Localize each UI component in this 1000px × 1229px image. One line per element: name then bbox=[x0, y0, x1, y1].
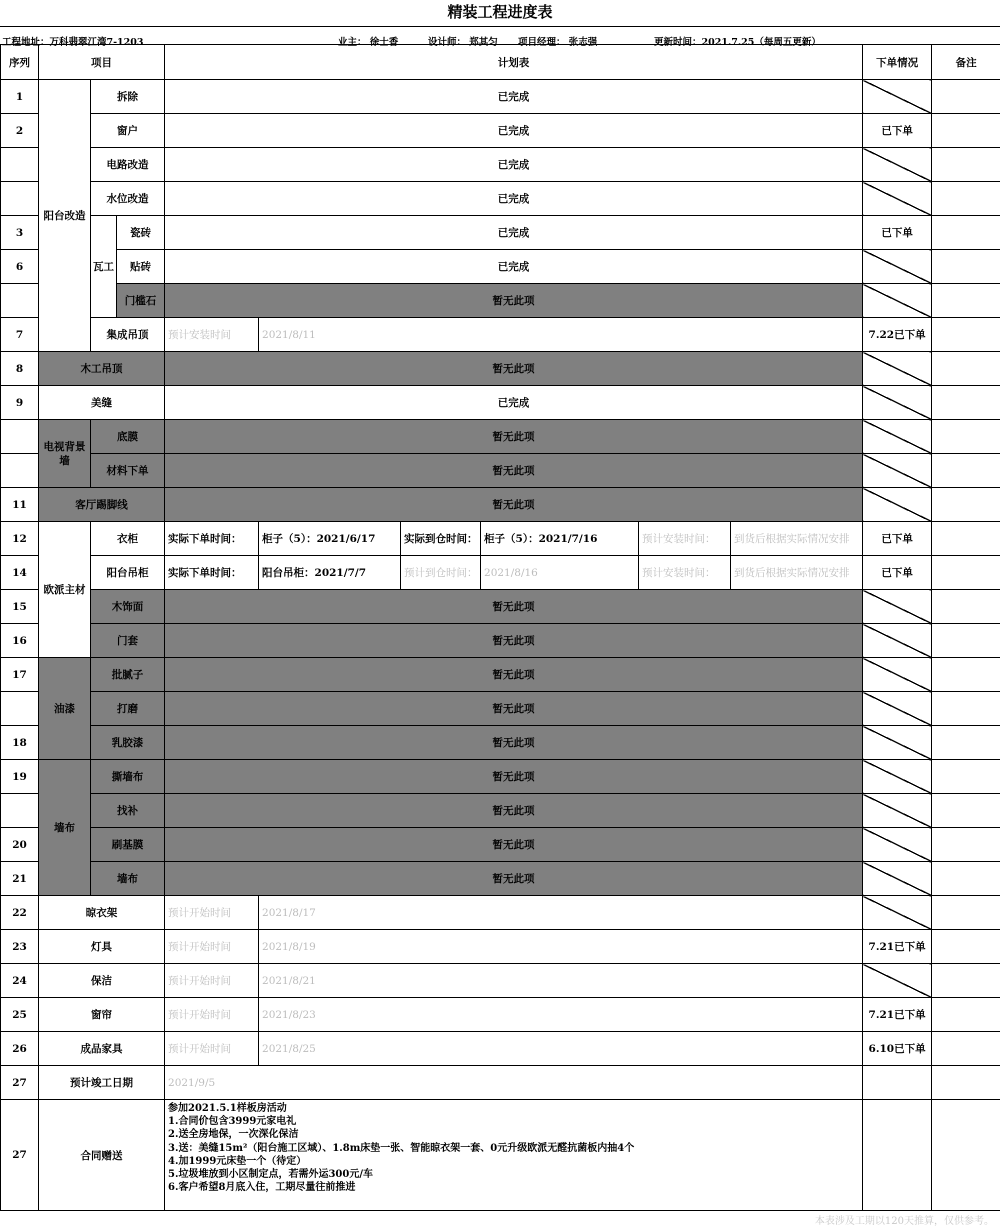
table-row bbox=[1, 1066, 1000, 1100]
order-empty bbox=[863, 964, 932, 998]
footer-note: 本表涉及工期以120天推算，仅供参考。 bbox=[814, 1216, 994, 1227]
table-row bbox=[1, 896, 1000, 930]
row-plan: 暂无此项 bbox=[165, 658, 863, 692]
row-seq: 15 bbox=[1, 590, 39, 624]
row-name: 合同赠送 bbox=[39, 1100, 165, 1211]
install-time-label: 预计安装时间： bbox=[639, 522, 731, 556]
row-name: 阳台吊柜 bbox=[91, 556, 165, 590]
row-name: 客厅踢脚线 bbox=[39, 488, 165, 522]
row-name: 成品家具 bbox=[39, 1032, 165, 1066]
row-plan: 已完成 bbox=[165, 250, 863, 284]
table-row bbox=[1, 794, 1000, 828]
group-tile: 瓦工 bbox=[91, 216, 117, 318]
plan-date: 2021/8/11 bbox=[259, 318, 863, 352]
row-plan: 暂无此项 bbox=[165, 726, 863, 760]
row-plan: 暂无此项 bbox=[165, 692, 863, 726]
row-seq: 11 bbox=[1, 488, 39, 522]
table-row bbox=[1, 80, 1000, 114]
row-name: 门槛石 bbox=[117, 284, 165, 318]
row-name: 水位改造 bbox=[91, 182, 165, 216]
order-empty bbox=[863, 420, 932, 454]
plan-label: 预计开始时间 bbox=[165, 964, 259, 998]
order-time-value: 阳台吊柜：2021/7/7 bbox=[259, 556, 401, 590]
table-row bbox=[1, 454, 1000, 488]
row-name: 材料下单 bbox=[91, 454, 165, 488]
manager-info: 项目经理： 张志强 bbox=[518, 37, 598, 48]
row-note bbox=[932, 250, 1000, 284]
row-plan: 暂无此项 bbox=[165, 760, 863, 794]
row-note bbox=[932, 828, 1000, 862]
row-name: 瓷砖 bbox=[117, 216, 165, 250]
header-seq: 序列 bbox=[1, 45, 39, 80]
table-row bbox=[1, 148, 1000, 182]
row-note bbox=[932, 352, 1000, 386]
row-name: 撕墙布 bbox=[91, 760, 165, 794]
order-empty bbox=[863, 182, 932, 216]
install-time-label: 预计安装时间： bbox=[639, 556, 731, 590]
row-note bbox=[932, 318, 1000, 352]
row-name: 美缝 bbox=[39, 386, 165, 420]
table-row bbox=[1, 624, 1000, 658]
row-name: 预计竣工日期 bbox=[39, 1066, 165, 1100]
row-name: 集成吊顶 bbox=[91, 318, 165, 352]
plan-date: 2021/8/19 bbox=[259, 930, 863, 964]
table-row bbox=[1, 318, 1000, 352]
order-time-value: 柜子（5）：2021/6/17 bbox=[259, 522, 401, 556]
plan-label: 预计开始时间 bbox=[165, 896, 259, 930]
row-note bbox=[932, 624, 1000, 658]
row-seq: 23 bbox=[1, 930, 39, 964]
row-plan: 暂无此项 bbox=[165, 828, 863, 862]
order-empty bbox=[863, 896, 932, 930]
row-plan: 暂无此项 bbox=[165, 794, 863, 828]
group-oupai: 欧派主材 bbox=[39, 522, 91, 658]
gift-line: 4.加1999元床垫一个（待定） bbox=[168, 1155, 307, 1167]
plan-label: 预计安装时间 bbox=[165, 318, 259, 352]
row-plan: 已完成 bbox=[165, 80, 863, 114]
group-paint: 油漆 bbox=[39, 658, 91, 760]
header-order: 下单情况 bbox=[863, 45, 932, 80]
table-row bbox=[1, 1032, 1000, 1066]
plan-date: 2021/8/23 bbox=[259, 998, 863, 1032]
plan-date: 2021/8/17 bbox=[259, 896, 863, 930]
row-seq: 12 bbox=[1, 522, 39, 556]
row-plan: 暂无此项 bbox=[165, 420, 863, 454]
row-seq: 21 bbox=[1, 862, 39, 896]
row-seq: 7 bbox=[1, 318, 39, 352]
install-time-value: 到货后根据实际情况安排 bbox=[731, 556, 863, 590]
row-note bbox=[932, 590, 1000, 624]
row-order: 7.21已下单 bbox=[863, 930, 932, 964]
row-plan: 已完成 bbox=[165, 148, 863, 182]
table-row bbox=[1, 216, 1000, 250]
row-seq: 14 bbox=[1, 556, 39, 590]
gift-line: 3.送：美缝15m²（阳台施工区域）、1.8m床垫一张、智能晾衣架一套、0元升级欧派无醛抗菌板内抽4个 bbox=[168, 1142, 635, 1154]
row-name: 批腻子 bbox=[91, 658, 165, 692]
gift-line: 1.合同价包含3999元家电礼 bbox=[168, 1116, 297, 1128]
row-name: 晾衣架 bbox=[39, 896, 165, 930]
row-seq: 1 bbox=[1, 80, 39, 114]
order-empty bbox=[863, 794, 932, 828]
update-time: 更新时间：2021.7.25（每周五更新） bbox=[654, 37, 821, 48]
row-seq: 27 bbox=[1, 1100, 39, 1211]
install-time-value: 到货后根据实际情况安排 bbox=[731, 522, 863, 556]
row-note bbox=[932, 692, 1000, 726]
row-name: 窗户 bbox=[91, 114, 165, 148]
plan-date: 2021/8/21 bbox=[259, 964, 863, 998]
order-empty bbox=[863, 352, 932, 386]
progress-table bbox=[0, 44, 1000, 1211]
row-seq: 18 bbox=[1, 726, 39, 760]
gift-line: 2.送全房地保，一次深化保洁 bbox=[168, 1129, 299, 1141]
row-note bbox=[932, 386, 1000, 420]
row-order: 已下单 bbox=[863, 522, 932, 556]
table-row bbox=[1, 760, 1000, 794]
row-note bbox=[932, 1032, 1000, 1066]
row-note bbox=[932, 80, 1000, 114]
order-empty bbox=[863, 590, 932, 624]
header-plan: 计划表 bbox=[165, 45, 863, 80]
table-row bbox=[1, 964, 1000, 998]
row-note bbox=[932, 454, 1000, 488]
group-tv-wall: 电视背景墙 bbox=[39, 420, 91, 488]
header-row bbox=[1, 45, 1000, 80]
table-row bbox=[1, 250, 1000, 284]
row-name: 刷基膜 bbox=[91, 828, 165, 862]
table-row bbox=[1, 182, 1000, 216]
order-empty bbox=[863, 250, 932, 284]
plan-date: 2021/8/25 bbox=[259, 1032, 863, 1066]
order-empty bbox=[863, 624, 932, 658]
row-plan: 暂无此项 bbox=[165, 454, 863, 488]
row-note bbox=[932, 726, 1000, 760]
row-plan: 暂无此项 bbox=[165, 624, 863, 658]
group-wallcloth: 墙布 bbox=[39, 760, 91, 896]
order-empty bbox=[863, 692, 932, 726]
row-note bbox=[932, 284, 1000, 318]
row-name: 衣柜 bbox=[91, 522, 165, 556]
arrival-time-label: 预计到仓时间： bbox=[401, 556, 481, 590]
row-seq: 6 bbox=[1, 250, 39, 284]
order-time-label: 实际下单时间： bbox=[165, 556, 259, 590]
row-note bbox=[932, 1100, 1000, 1211]
table-row bbox=[1, 522, 1000, 556]
row-seq bbox=[1, 794, 39, 828]
order-time-label: 实际下单时间： bbox=[165, 522, 259, 556]
row-order: 6.10已下单 bbox=[863, 1032, 932, 1066]
order-empty bbox=[863, 862, 932, 896]
table-row bbox=[1, 726, 1000, 760]
row-seq: 26 bbox=[1, 1032, 39, 1066]
table-row bbox=[1, 386, 1000, 420]
plan-label: 预计开始时间 bbox=[165, 930, 259, 964]
order-empty bbox=[863, 148, 932, 182]
table-row bbox=[1, 930, 1000, 964]
row-order: 已下单 bbox=[863, 556, 932, 590]
order-empty bbox=[863, 488, 932, 522]
arrival-time-value: 柜子（5）：2021/7/16 bbox=[481, 522, 639, 556]
arrival-time-value: 2021/8/16 bbox=[481, 556, 639, 590]
row-name: 电路改造 bbox=[91, 148, 165, 182]
header-note: 备注 bbox=[932, 45, 1000, 80]
row-order: 已下单 bbox=[863, 216, 932, 250]
table-row bbox=[1, 420, 1000, 454]
row-seq bbox=[1, 284, 39, 318]
header-item: 项目 bbox=[39, 45, 165, 80]
row-plan: 暂无此项 bbox=[165, 862, 863, 896]
row-seq bbox=[1, 692, 39, 726]
row-plan: 暂无此项 bbox=[165, 488, 863, 522]
row-name: 拆除 bbox=[91, 80, 165, 114]
row-plan: 暂无此项 bbox=[165, 284, 863, 318]
table-row bbox=[1, 862, 1000, 896]
order-empty bbox=[863, 284, 932, 318]
row-note bbox=[932, 182, 1000, 216]
row-name: 找补 bbox=[91, 794, 165, 828]
table-row bbox=[1, 1100, 1000, 1211]
row-name: 保洁 bbox=[39, 964, 165, 998]
row-note bbox=[932, 862, 1000, 896]
row-plan: 已完成 bbox=[165, 182, 863, 216]
row-seq: 25 bbox=[1, 998, 39, 1032]
table-row bbox=[1, 352, 1000, 386]
row-name: 窗帘 bbox=[39, 998, 165, 1032]
row-plan: 已完成 bbox=[165, 216, 863, 250]
row-name: 木工吊顶 bbox=[39, 352, 165, 386]
row-name: 贴砖 bbox=[117, 250, 165, 284]
row-note bbox=[932, 420, 1000, 454]
row-seq: 27 bbox=[1, 1066, 39, 1100]
row-order bbox=[863, 1066, 932, 1100]
order-empty bbox=[863, 386, 932, 420]
plan-date: 2021/9/5 bbox=[165, 1066, 863, 1100]
row-order: 7.21已下单 bbox=[863, 998, 932, 1032]
gift-line: 参加2021.5.1样板房活动 bbox=[168, 1103, 287, 1114]
row-seq: 2 bbox=[1, 114, 39, 148]
row-seq: 17 bbox=[1, 658, 39, 692]
row-seq: 3 bbox=[1, 216, 39, 250]
row-seq: 16 bbox=[1, 624, 39, 658]
row-plan: 暂无此项 bbox=[165, 590, 863, 624]
row-seq bbox=[1, 454, 39, 488]
row-seq: 9 bbox=[1, 386, 39, 420]
order-empty bbox=[863, 760, 932, 794]
row-note bbox=[932, 114, 1000, 148]
row-name: 底膜 bbox=[91, 420, 165, 454]
table-row bbox=[1, 828, 1000, 862]
row-note bbox=[932, 760, 1000, 794]
order-empty bbox=[863, 726, 932, 760]
table-row bbox=[1, 284, 1000, 318]
owner-info: 业主： 徐士香 bbox=[338, 37, 399, 48]
order-empty bbox=[863, 80, 932, 114]
row-note bbox=[932, 658, 1000, 692]
row-note bbox=[932, 998, 1000, 1032]
row-name: 打磨 bbox=[91, 692, 165, 726]
row-note bbox=[932, 556, 1000, 590]
row-seq: 22 bbox=[1, 896, 39, 930]
row-name: 墙布 bbox=[91, 862, 165, 896]
table-row bbox=[1, 692, 1000, 726]
table-row bbox=[1, 556, 1000, 590]
row-note bbox=[932, 964, 1000, 998]
gift-line: 6.客户希望8月底入住，工期尽量往前推进 bbox=[168, 1182, 356, 1194]
row-note bbox=[932, 522, 1000, 556]
row-plan: 已完成 bbox=[165, 114, 863, 148]
row-note bbox=[932, 216, 1000, 250]
row-note bbox=[932, 794, 1000, 828]
row-plan: 已完成 bbox=[165, 386, 863, 420]
row-name: 灯具 bbox=[39, 930, 165, 964]
plan-label: 预计开始时间 bbox=[165, 1032, 259, 1066]
row-seq: 24 bbox=[1, 964, 39, 998]
row-note bbox=[932, 896, 1000, 930]
row-note bbox=[932, 1066, 1000, 1100]
order-empty bbox=[863, 828, 932, 862]
row-order: 已下单 bbox=[863, 114, 932, 148]
gift-line: 5.垃圾堆放到小区制定点，若需外运300元/车 bbox=[168, 1169, 373, 1181]
row-seq bbox=[1, 148, 39, 182]
row-seq: 20 bbox=[1, 828, 39, 862]
row-name: 门套 bbox=[91, 624, 165, 658]
arrival-time-label: 实际到仓时间： bbox=[401, 522, 481, 556]
row-name: 乳胶漆 bbox=[91, 726, 165, 760]
order-empty bbox=[863, 454, 932, 488]
table-row bbox=[1, 590, 1000, 624]
row-note bbox=[932, 930, 1000, 964]
order-empty bbox=[863, 658, 932, 692]
row-seq bbox=[1, 182, 39, 216]
sheet-title: 精装工程进度表 bbox=[0, 0, 1000, 27]
row-note bbox=[932, 148, 1000, 182]
table-row bbox=[1, 114, 1000, 148]
row-seq bbox=[1, 420, 39, 454]
row-seq: 8 bbox=[1, 352, 39, 386]
designer-info: 设计师： 郑其匀 bbox=[428, 37, 498, 48]
row-plan: 暂无此项 bbox=[165, 352, 863, 386]
row-name: 木饰面 bbox=[91, 590, 165, 624]
table-row bbox=[1, 998, 1000, 1032]
row-order: 7.22已下单 bbox=[863, 318, 932, 352]
row-note bbox=[932, 488, 1000, 522]
group-balcony: 阳台改造 bbox=[39, 80, 91, 352]
table-row bbox=[1, 488, 1000, 522]
table-row bbox=[1, 658, 1000, 692]
row-order bbox=[863, 1100, 932, 1211]
gift-list bbox=[165, 1100, 863, 1211]
row-seq: 19 bbox=[1, 760, 39, 794]
plan-label: 预计开始时间 bbox=[165, 998, 259, 1032]
project-address: 工程地址：万科翡翠江湾7-1203 bbox=[2, 37, 144, 48]
